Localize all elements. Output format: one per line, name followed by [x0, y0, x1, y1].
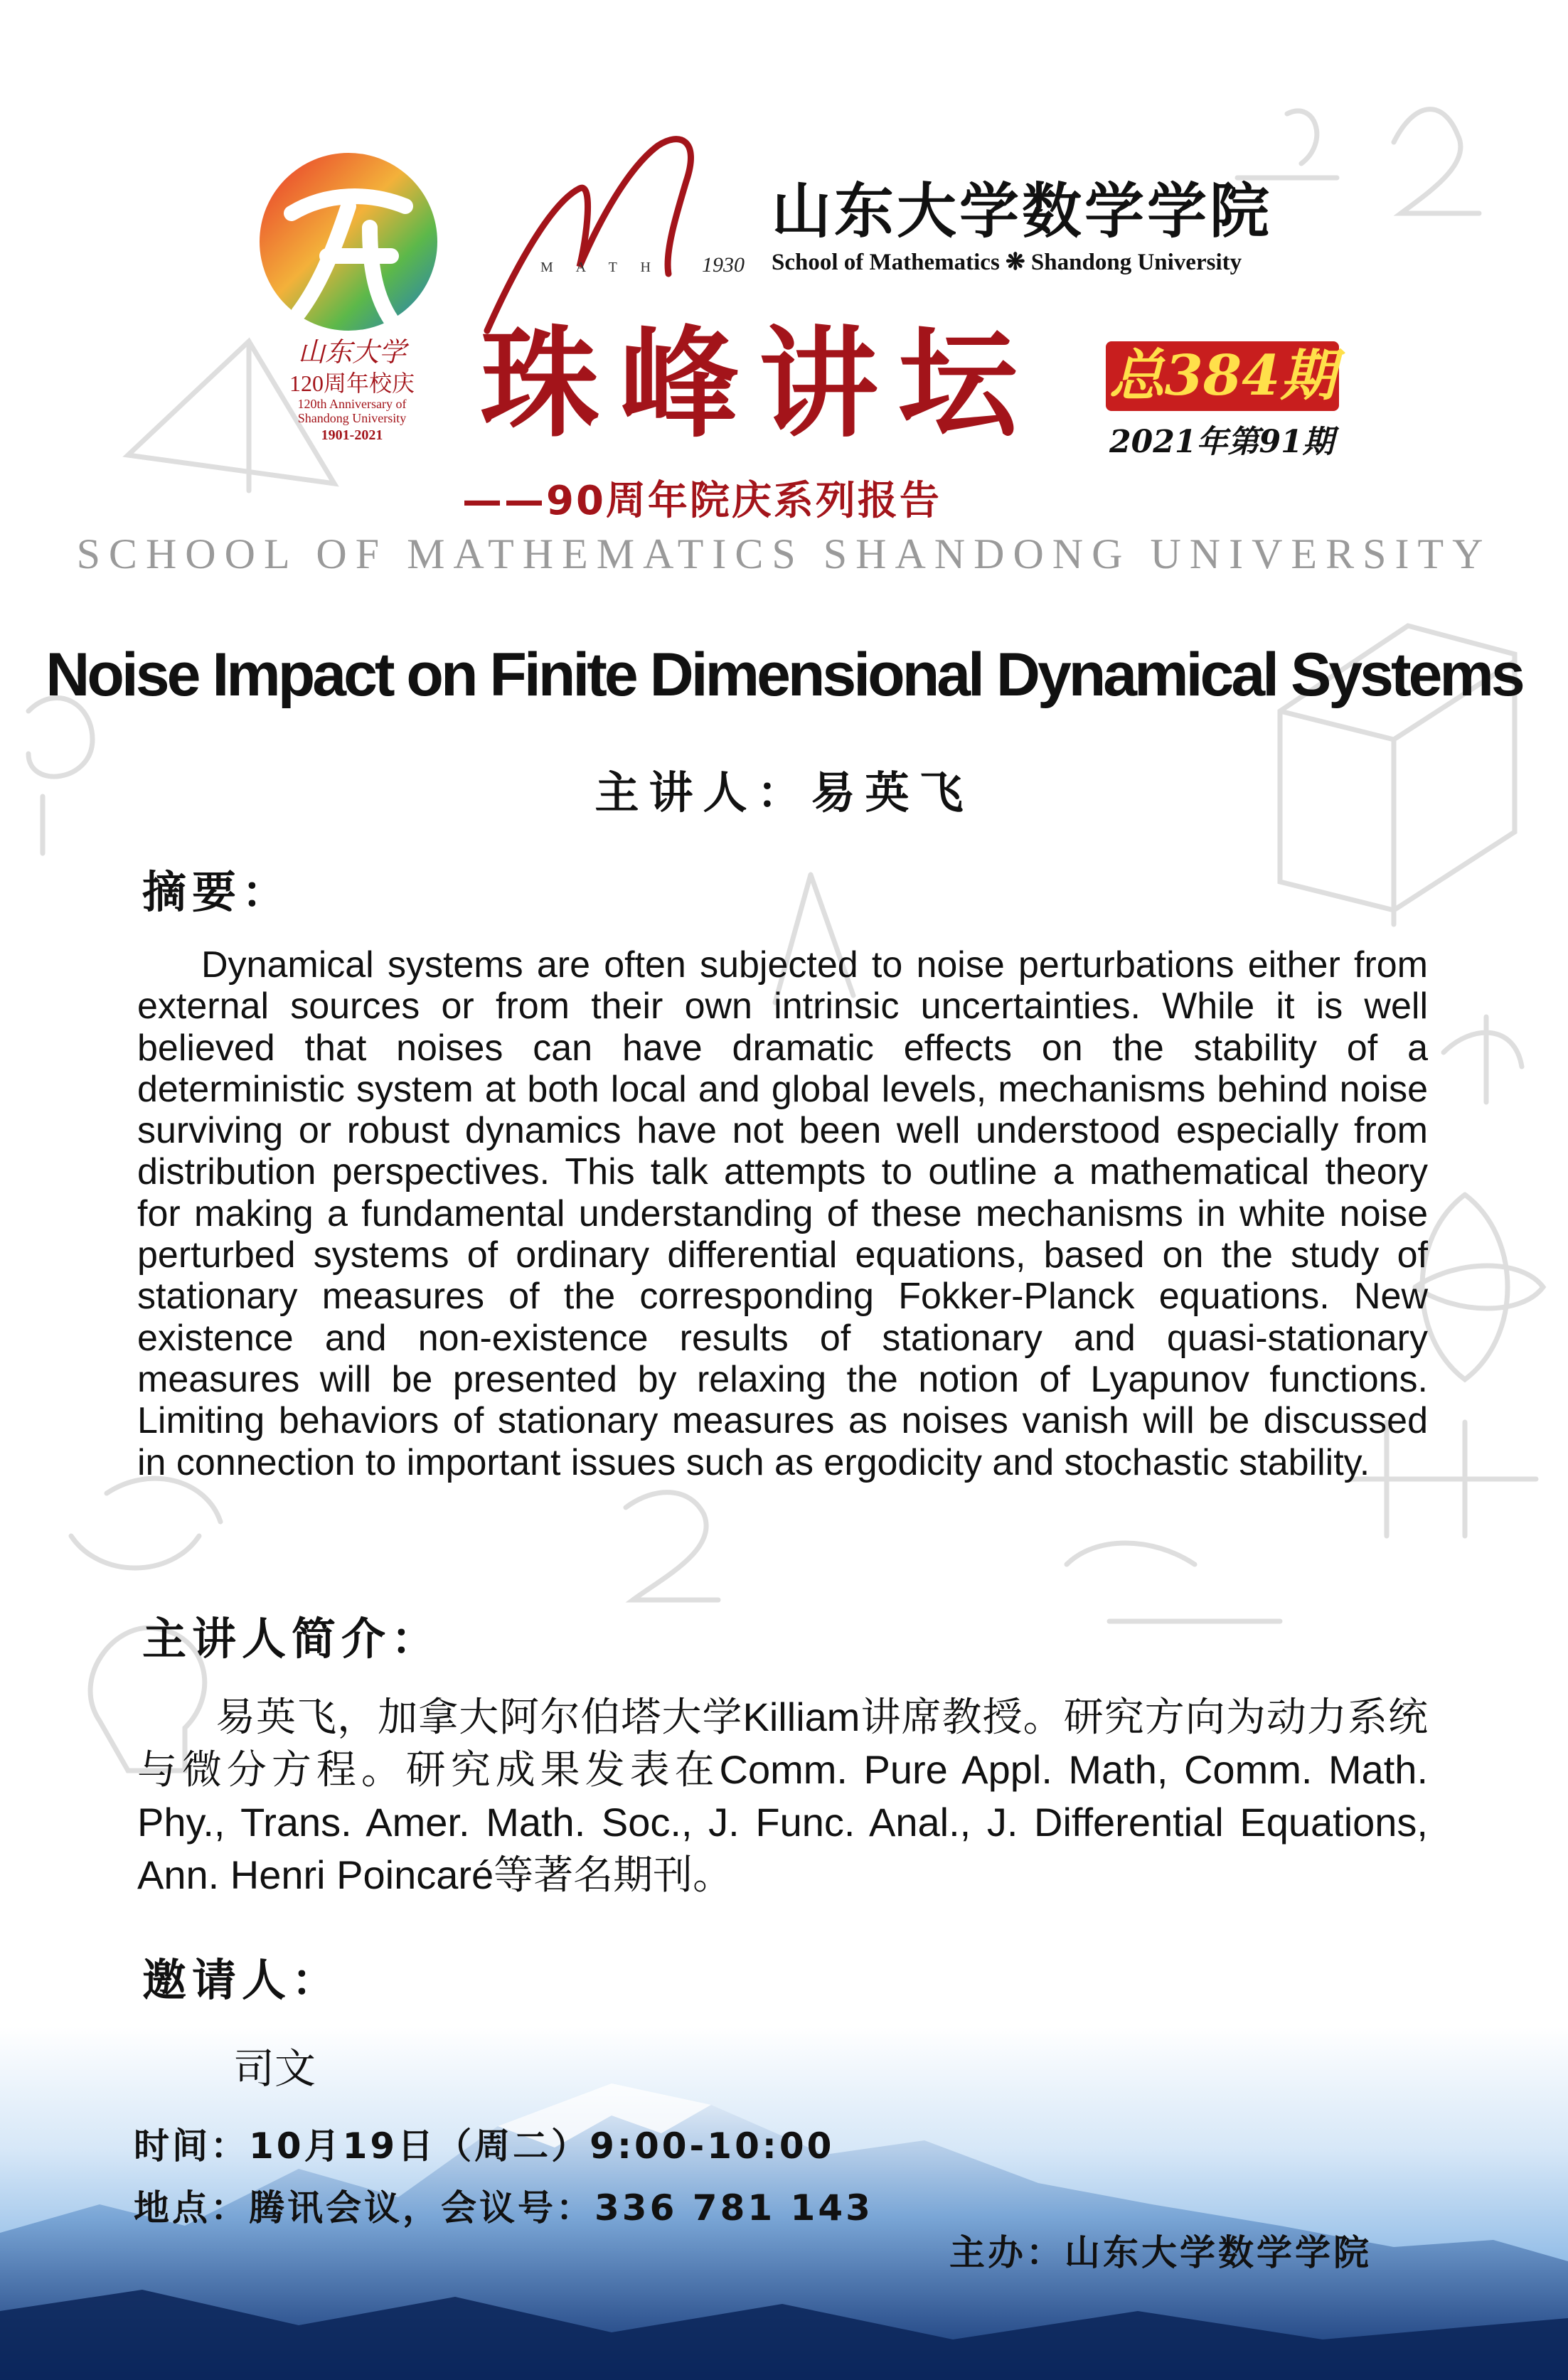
- anniversary-cn: 山东大学: [297, 336, 407, 368]
- abstract-label: 摘要：: [142, 866, 292, 918]
- bio-label: 主讲人简介：: [142, 1613, 442, 1665]
- anniversary-title: 120周年校庆: [289, 370, 415, 396]
- math-logo-word: M A T H: [540, 260, 661, 275]
- speaker-line: 主讲人：易英飞: [594, 767, 974, 818]
- school-banner-en: SCHOOL OF MATHEMATICS SHANDONG UNIVERSITY: [76, 530, 1492, 577]
- math-logo-year: 1930: [702, 253, 745, 277]
- anniversary-years: 1901-2021: [321, 427, 383, 443]
- anniversary-logo: [249, 149, 455, 448]
- anniversary-orb-icon: [260, 153, 437, 331]
- host-line: 主办：山东大学数学学院: [949, 2232, 1372, 2273]
- bio-text: 易英飞，加拿大阿尔伯塔大学Killiam讲席教授。研究方向为动力系统与微分方程。研究成果发表在Comm. Pure Appl. Math, Comm. Math. Phy., Trans. Amer. Math. Soc., J. Func. Anal., J. Differential Equations, Ann. Henri Poincaré等著名期刊。: [137, 1695, 1428, 1897]
- inviter-name: 司文: [233, 2044, 316, 2093]
- time-line: 时间：10月19日（周二）9:00-10:00: [134, 2125, 835, 2167]
- school-name-cn: 山东大学数学学院: [772, 176, 1273, 246]
- inviter-label: 邀请人：: [142, 1954, 342, 2006]
- anniversary-en-line2: Shandong University: [297, 411, 407, 425]
- abstract-text: Dynamical systems are often subjected to noise perturbations either from external sources or from their own intrinsic uncertainties. While it is well believed that noises can have dramatic effects on the stability of a deterministic system at both local and global levels, mechanisms behind noise surviving or robust dynamics have not been well understood especially from distribution perspectives. This talk attempts to outline a mathematical theory for making a fundamental understanding of these mechanisms in white noise perturbed systems of ordinary differential equations, based on the study of stationary measures of the corresponding Fokker-Planck equations. New existence and non-existence results of stationary and quasi-stationary measures will be presented by relaxing the notion of Lyapunov functions. Limiting behaviors of stationary measures as noises vanish will be discussed in connection to important issues such as ergodicity and stochastic stability.: [137, 944, 1428, 1483]
- talk-title: Noise Impact on Finite Dimensional Dynamical Systems: [46, 641, 1522, 709]
- venue-line: 地点：腾讯会议，会议号：336 781 143: [134, 2187, 873, 2229]
- series-subtitle: ——90周年院庆系列报告: [462, 478, 942, 524]
- issue-badge: 总384期: [1106, 341, 1339, 411]
- math-swoosh-icon: [487, 139, 690, 331]
- anniversary-en-line1: 120th Anniversary of: [297, 397, 407, 411]
- math-school-logo: [473, 124, 757, 338]
- school-name-en: School of Mathematics ❋ Shandong University: [772, 250, 1242, 275]
- issue-year: 2021年第91期: [1109, 424, 1334, 460]
- series-title: 珠峰讲坛: [480, 313, 1038, 454]
